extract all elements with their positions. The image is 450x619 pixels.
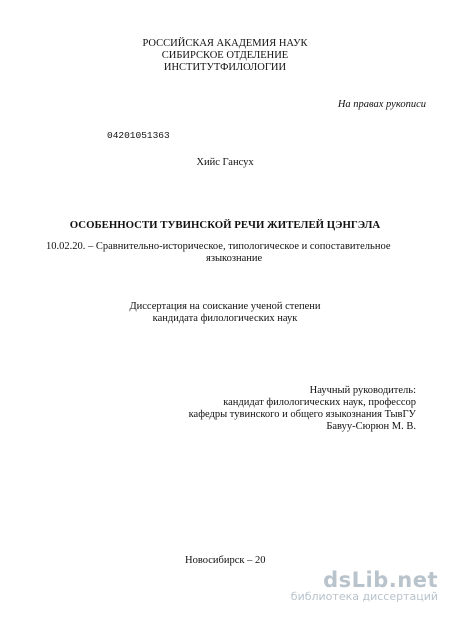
catalog-code: 04201051363: [107, 130, 170, 141]
specialty-line-2: языкознание: [206, 253, 263, 264]
supervisor-line-3: кафедры тувинского и общего языкознания ТывГУ: [188, 409, 416, 420]
degree-line-1: Диссертация на соискание ученой степени: [129, 301, 321, 312]
city-year: Новосибирск – 20: [185, 555, 266, 566]
supervisor-line-1: Научный руководитель:: [309, 385, 416, 396]
supervisor-line-4: Бавуу-Сюрюн М. В.: [326, 421, 416, 432]
specialty-line-1: 10.02.20. – Сравнительно-историческое, типологическое и сопоставительное: [46, 241, 391, 252]
institution-line-3: ИНСТИТУТФИЛОЛОГИИ: [163, 62, 287, 73]
institution-header: [0, 38, 450, 74]
watermark-logo: dsLib.net: [323, 568, 438, 592]
degree-line-2: кандидата филологических наук: [152, 313, 298, 324]
author-name: Хийс Гансух: [196, 157, 254, 168]
supervisor-line-2: кандидат филологических наук, профессор: [223, 397, 416, 408]
rights-note: На правах рукописи: [337, 99, 426, 110]
institution-line-2: СИБИРСКОЕ ОТДЕЛЕНИЕ: [161, 50, 289, 61]
watermark: [291, 568, 438, 603]
watermark-subtitle: библиотека диссертаций: [290, 590, 438, 603]
supervisor-block: [189, 385, 416, 433]
institution-line-1: РОССИЙСКАЯ АКАДЕМИЯ НАУК: [142, 38, 308, 49]
degree-statement: [0, 301, 450, 325]
dissertation-title: ОСОБЕННОСТИ ТУВИНСКОЙ РЕЧИ ЖИТЕЛЕЙ ЦЭНГЭЛА: [69, 219, 381, 231]
